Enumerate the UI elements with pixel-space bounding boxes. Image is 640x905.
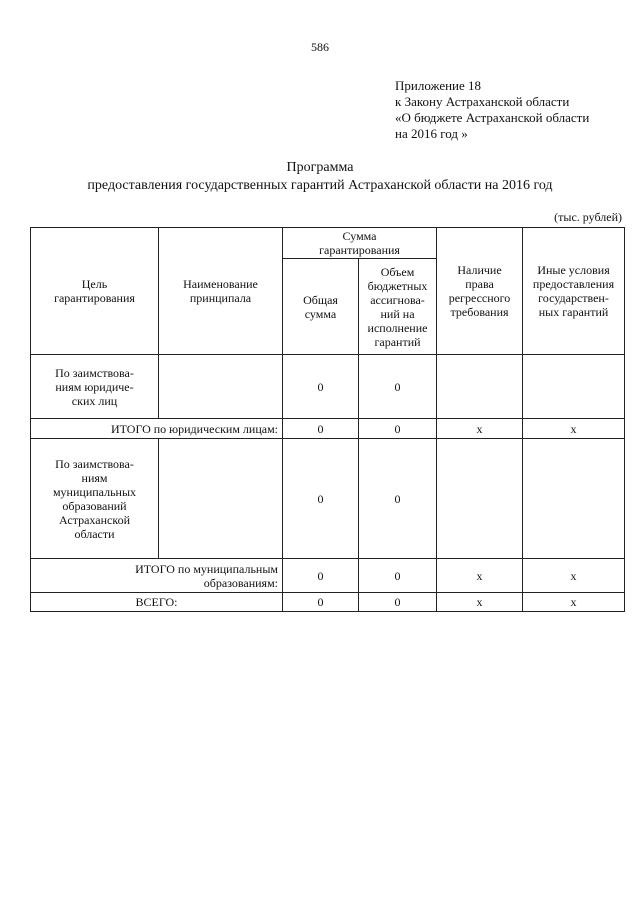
cell-regress: x	[437, 593, 523, 612]
cell-total-label: ВСЕГО:	[31, 593, 283, 612]
cell-budget-volume: 0	[359, 559, 437, 593]
cell-other: x	[523, 559, 625, 593]
table-row-grand-total	[31, 593, 625, 612]
units-label: (тыс. рублей)	[554, 210, 622, 224]
cell-other: x	[523, 593, 625, 612]
guarantees-table	[30, 227, 625, 612]
cell-other: x	[523, 419, 625, 439]
cell-goal: По заимствова- ниям юридиче- ских лиц	[31, 355, 159, 419]
cell-total-sum: 0	[283, 355, 359, 419]
appendix-line: «О бюджете Астраханской области	[395, 110, 590, 125]
header-goal: Цель гарантирования	[31, 228, 159, 355]
page-number: 586	[311, 40, 329, 54]
cell-other	[523, 439, 625, 559]
cell-regress	[437, 355, 523, 419]
cell-total-sum: 0	[283, 419, 359, 439]
header-total-sum: Общая сумма	[283, 259, 359, 355]
cell-total-label: ИТОГО по муниципальным образованиям:	[31, 559, 283, 593]
cell-goal: По заимствова- ниям муниципальных образований Астраханской области	[31, 439, 159, 559]
table-row-legal-entities	[31, 355, 625, 419]
appendix-reference	[395, 78, 635, 142]
cell-total-sum: 0	[283, 593, 359, 612]
cell-total-label: ИТОГО по юридическим лицам:	[31, 419, 283, 439]
header-other-conditions: Иные условия предоставления государствен- ных гарантий	[523, 228, 625, 355]
cell-regress	[437, 439, 523, 559]
cell-budget-volume: 0	[359, 419, 437, 439]
table-row-municipal	[31, 439, 625, 559]
table-row-municipal-total	[31, 559, 625, 593]
cell-total-sum: 0	[283, 439, 359, 559]
appendix-line: к Закону Астраханской области	[395, 94, 570, 109]
header-principal: Наименование принципала	[159, 228, 283, 355]
header-row	[31, 228, 625, 259]
document-title	[0, 159, 640, 195]
title-line: предоставления государственных гарантий Астраханской области на 2016 год	[87, 178, 553, 193]
appendix-line: на 2016 год »	[395, 126, 468, 141]
header-regress: Наличие права регрессного требования	[437, 228, 523, 355]
cell-budget-volume: 0	[359, 439, 437, 559]
header-sum-group: Сумма гарантирования	[283, 228, 437, 259]
appendix-line: Приложение 18	[395, 78, 482, 93]
header-budget-volume: Объем бюджетных ассигнова- ний на исполнение гарантий	[359, 259, 437, 355]
table-row-legal-total	[31, 419, 625, 439]
cell-budget-volume: 0	[359, 355, 437, 419]
cell-other	[523, 355, 625, 419]
cell-total-sum: 0	[283, 559, 359, 593]
title-line: Программа	[286, 160, 354, 175]
cell-budget-volume: 0	[359, 593, 437, 612]
cell-principal	[159, 439, 283, 559]
cell-regress: x	[437, 559, 523, 593]
cell-regress: x	[437, 419, 523, 439]
cell-principal	[159, 355, 283, 419]
